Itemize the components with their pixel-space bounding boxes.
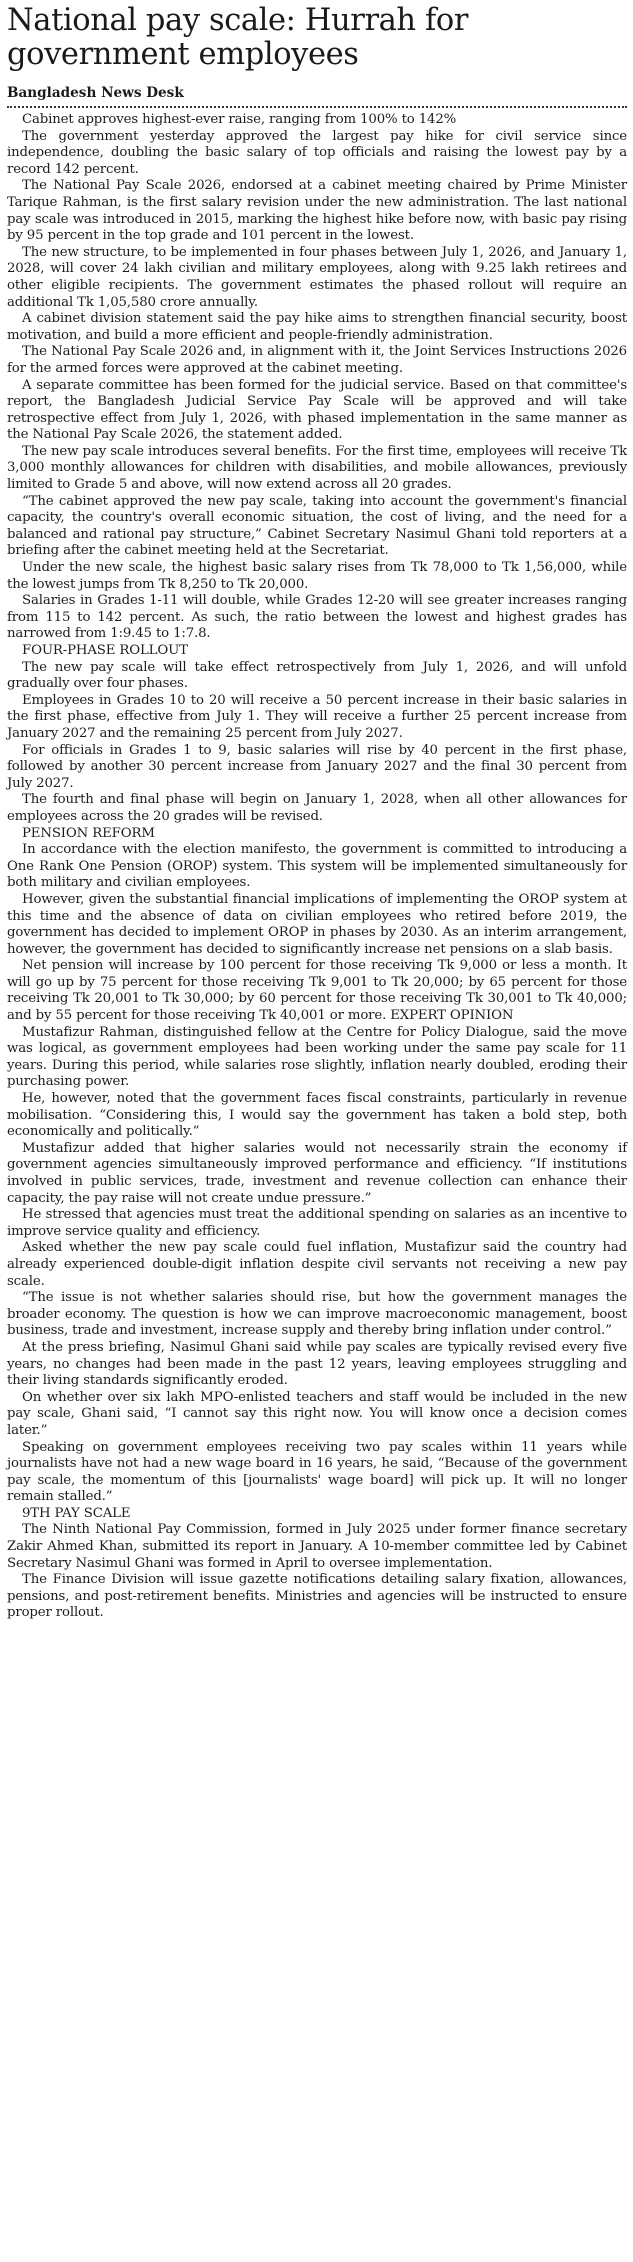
section-heading: FOUR-PHASE ROLLOUT [22,643,188,658]
article-paragraph: The National Pay Scale 2026, endorsed at a cabinet meeting chaired by Prime Minister Tarique Rahman, is the first salary revision under the new administration. The last national pay scale was introduced in 2015, marking the highest hike before now, with basic pay rising by 95 percent in the top grade and 101 percent in the lowest. [7,178,627,244]
article-paragraph: The new pay scale will take effect retrospectively from July 1, 2026, and will unfold gradually over four phases. [7,659,627,692]
article-paragraph: At the press briefing, Nasimul Ghani said while pay scales are typically revised every five years, no changes had been made in the past 12 years, leaving employees struggling and their living standards significantly eroded. [7,1339,627,1389]
article-paragraph: Salaries in Grades 1-11 will double, while Grades 12-20 will see greater increases ranging from 115 to 142 percent. As such, the ratio between the lowest and highest grades has narrowed from 1:9.45 to 1:7.8. [7,593,627,642]
article-paragraph: In accordance with the election manifesto, the government is committed to introducing a One Rank One Pension (OROP) system. This system will be implemented simultaneously for both military and civilian employees. [7,842,627,891]
article-paragraph: Asked whether the new pay scale could fuel inflation, Mustafizur said the country had already experienced double-digit inflation despite civil servants not receiving a new pay scale. [7,1240,627,1289]
article-paragraph: “The cabinet approved the new pay scale, taking into account the government's financial capacity, the country's overall economic situation, the cost of living, and the need for a balanced and rational pay structure,” Cabinet Secretary Nasimul Ghani told reporters at a briefing after the cabinet meeting held at the Secretariat. [7,493,627,559]
article-paragraph: However, given the substantial financial implications of implementing the OROP system at this time and the absence of data on civilian employees who retired before 2019, the government has decided to implement OROP in phases by 2030. As an interim arrangement, however, the government has decided to significantly increase net pensions on a slab basis. [7,891,627,957]
article-paragraph: A separate committee has been formed for the judicial service. Based on that committee's report, the Bangladesh Judicial Service Pay Scale will be approved and will take retrospective effect from July 1, 2026, with phased implementation in the same manner as the National Pay Scale 2026, the statement added. [7,377,627,443]
subheadline: Cabinet approves highest-ever raise, ranging from 100% to 142% [22,112,457,127]
article-paragraph: He stressed that agencies must treat the additional spending on salaries as an incentive to improve service quality and efficiency. [7,1207,627,1239]
section-heading: PENSION REFORM [22,825,155,841]
article-paragraph: Mustafizur added that higher salaries would not necessarily strain the economy if government agencies simultaneously improved performance and efficiency. “If institutions involved in public services, trade, investment and revenue collection can enhance their capacity, the pay raise will not create undue pressure.” [7,1140,627,1206]
dotted-divider [7,106,627,108]
article-paragraph: Under the new scale, the highest basic salary rises from Tk 78,000 to Tk 1,56,000, while the lowest jumps from Tk 8,250 to Tk 20,000. [7,560,627,592]
article-paragraph: The National Pay Scale 2026 and, in alignment with it, the Joint Services Instructions 2026 for the armed forces were approved at the cabinet meeting. [7,344,627,376]
article-paragraph: For officials in Grades 1 to 9, basic salaries will rise by 40 percent in the first phase, followed by another 30 percent increase from January 2027 and the final 30 percent from July 2027. [7,742,627,791]
article-paragraph: He, however, noted that the government faces fiscal constraints, particularly in revenue mobilisation. “Considering this, I would say the government has taken a bold step, both economically and politically.” [7,1091,627,1140]
article-paragraph: A cabinet division statement said the pay hike aims to strengthen financial security, boost motivation, and build a more efficient and people-friendly administration. [7,311,627,343]
article-paragraph: Employees in Grades 10 to 20 will receive a 50 percent increase in their basic salaries in the first phase, effective from July 1. They will receive a further 25 percent increase from January 2027 and the remaining 25 percent from July 2027. [7,692,627,741]
article-paragraph: On whether over six lakh MPO-enlisted teachers and staff would be included in the new pay scale, Ghani said, “I cannot say this right now. You will know once a decision comes later.” [7,1389,627,1438]
article-body [7,112,627,1622]
article-paragraph: The government yesterday approved the largest pay hike for civil service since independence, doubling the basic salary of top officials and raising the lowest pay by a record 142 percent. [7,128,627,177]
section-heading: 9TH PAY SCALE [22,1505,131,1521]
article-paragraph: “The issue is not whether salaries should rise, but how the government manages the broader economy. The question is how we can improve macroeconomic management, boost business, trade and investment, increase supply and thereby bring inflation under control.” [7,1290,627,1339]
byline: Bangladesh News Desk [7,85,184,101]
article-paragraph: The new structure, to be implemented in four phases between July 1, 2026, and January 1, 2028, will cover 24 lakh civilian and military employees, along with 9.25 lakh retirees and other eligible recipients. The government estimates the phased rollout will require an additional Tk 1,05,580 crore annually. [7,244,627,310]
article-paragraph: Mustafizur Rahman, distinguished fellow at the Centre for Policy Dialogue, said the move was logical, as government employees had been working under the same pay scale for 11 years. During this period, while salaries rose slightly, inflation nearly doubled, eroding their purchasing power. [7,1024,627,1090]
article-paragraph: The new pay scale introduces several benefits. For the first time, employees will receive Tk 3,000 monthly allowances for children with disabilities, and mobile allowances, previously limited to Grade 5 and above, will now extend across all 20 grades. [7,443,627,493]
headline: National pay scale: Hurrah for government employees [7,3,469,72]
article-paragraph: Net pension will increase by 100 percent for those receiving Tk 9,000 or less a month. It will go up by 75 percent for those receiving Tk 9,001 to Tk 20,000; by 65 percent for those receiving Tk 20,001 to Tk 30,000; by 60 percent for those receiving Tk 30,001 to Tk 40,000; and by 55 percent for those receiving Tk 40,001 or more. EXPERT OPINION [7,958,627,1024]
article-paragraph: The fourth and final phase will begin on January 1, 2028, when all other allowances for employees across the 20 grades will be revised. [7,792,627,824]
article-paragraph: The Ninth National Pay Commission, formed in July 2025 under former finance secretary Zakir Ahmed Khan, submitted its report in January. A 10-member committee led by Cabinet Secretary Nasimul Ghani was formed in April to oversee implementation. [7,1522,627,1571]
article-paragraph: Speaking on government employees receiving two pay scales within 11 years while journalists have not had a new wage board in 16 years, he said, “Because of the government pay scale, the momentum of this [journalists' wage board] will pick up. It will no longer remain stalled.” [7,1439,627,1505]
article-paragraph: The Finance Division will issue gazette notifications detailing salary fixation, allowances, pensions, and post-retirement benefits. Ministries and agencies will be instructed to ensure proper rollout. [7,1572,627,1621]
